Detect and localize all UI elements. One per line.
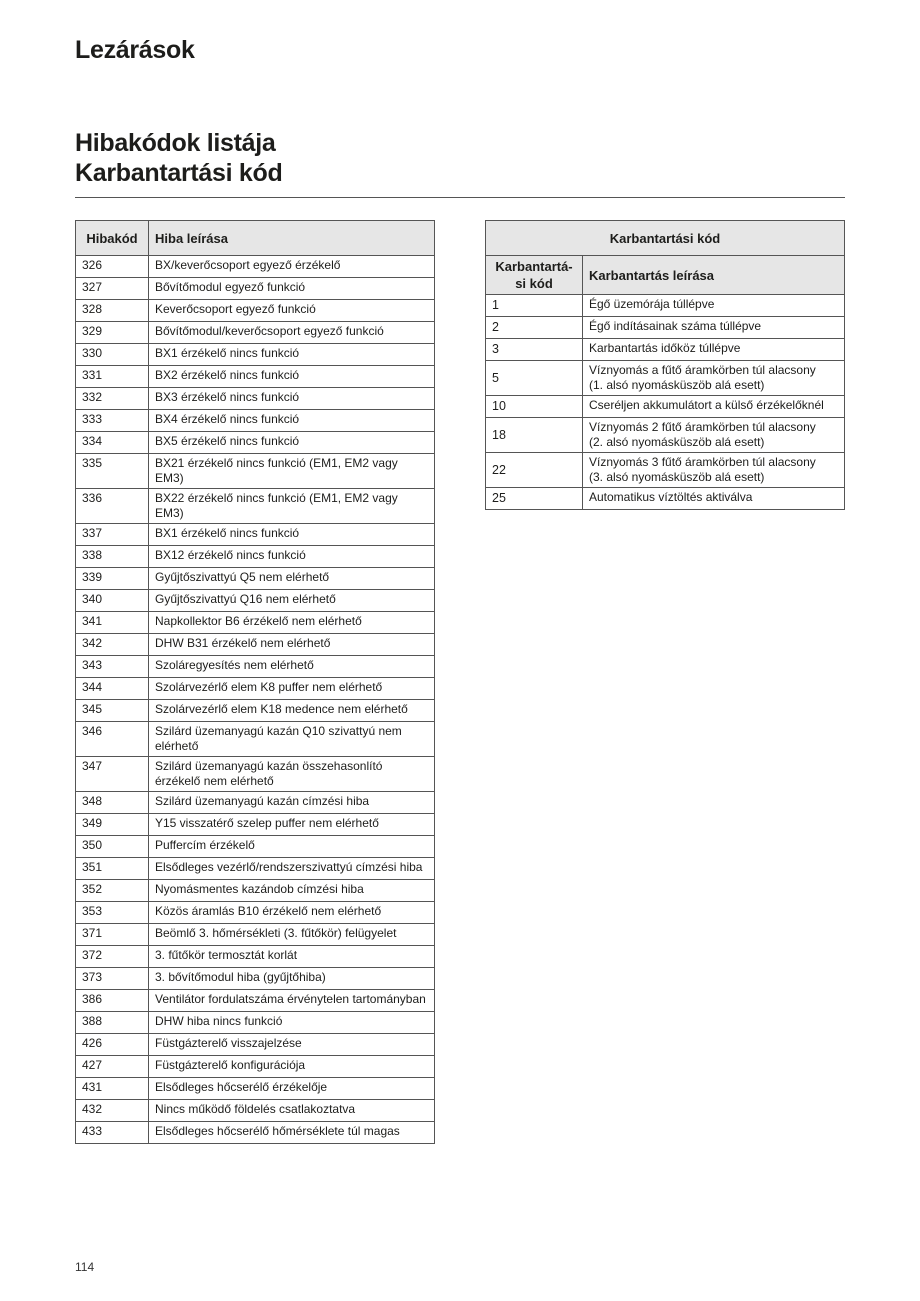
maintenance-table-row [486,361,845,396]
error-table-row [76,256,435,278]
error-code-cell: 330 [76,344,149,366]
maintenance-table-row [486,339,845,361]
maintenance-desc-cell: Automatikus víztöltés aktiválva [583,488,845,510]
error-table-row [76,1078,435,1100]
error-table-row [76,792,435,814]
maintenance-code-cell: 18 [486,418,583,453]
error-desc-cell: BX1 érzékelő nincs funkció [149,344,435,366]
error-code-cell: 351 [76,858,149,880]
maintenance-desc-cell: Víznyomás a fűtő áramkörben túl alacsony (1. alsó nyomásküszöb alá esett) [583,361,845,396]
maintenance-table-row [486,317,845,339]
maintenance-desc-cell: Víznyomás 3 fűtő áramkörben túl alacsony (3. alsó nyomásküszöb alá esett) [583,453,845,488]
error-code-cell: 388 [76,1012,149,1034]
error-code-cell: 336 [76,489,149,524]
error-desc-cell: Ventilátor fordulatszáma érvénytelen tartományban [149,990,435,1012]
maintenance-desc-cell: Cseréljen akkumulátort a külső érzékelőknél [583,396,845,418]
error-desc-cell: Keverőcsoport egyező funkció [149,300,435,322]
error-table-row [76,836,435,858]
error-desc-cell: Szoláregyesítés nem elérhető [149,656,435,678]
error-code-table [75,220,435,1144]
error-table-header-row [76,221,435,256]
error-table-row [76,590,435,612]
maintenance-table-row [486,396,845,418]
error-desc-cell: Y15 visszatérő szelep puffer nem elérhető [149,814,435,836]
error-table-row [76,700,435,722]
error-desc-cell: Szolárvezérlő elem K18 medence nem elérhető [149,700,435,722]
maintenance-code-cell: 22 [486,453,583,488]
error-desc-cell: Füstgázterelő konfigurációja [149,1056,435,1078]
error-desc-cell: Elsődleges vezérlő/rendszerszivattyú címzési hiba [149,858,435,880]
error-code-cell: 347 [76,757,149,792]
error-desc-cell: BX5 érzékelő nincs funkció [149,432,435,454]
error-col-desc-header: Hiba leírása [149,221,435,256]
error-col-code-header: Hibakód [76,221,149,256]
error-code-cell: 431 [76,1078,149,1100]
error-table-row [76,322,435,344]
error-code-cell: 333 [76,410,149,432]
error-table-row [76,1034,435,1056]
error-table-row [76,278,435,300]
error-code-cell: 345 [76,700,149,722]
error-code-cell: 335 [76,454,149,489]
error-desc-cell: Közös áramlás B10 érzékelő nem elérhető [149,902,435,924]
maintenance-col-code-label: Karbantartá- si kód [495,259,573,291]
error-code-cell: 339 [76,568,149,590]
error-desc-cell: BX1 érzékelő nincs funkció [149,524,435,546]
error-table-row [76,568,435,590]
error-desc-cell: BX/keverőcsoport egyező érzékelő [149,256,435,278]
maintenance-code-table [485,220,845,510]
error-table-row [76,946,435,968]
maintenance-code-cell: 25 [486,488,583,510]
error-table-row [76,1056,435,1078]
error-code-cell: 344 [76,678,149,700]
error-desc-cell: BX3 érzékelő nincs funkció [149,388,435,410]
error-table-row [76,924,435,946]
error-desc-cell: Gyűjtőszivattyú Q5 nem elérhető [149,568,435,590]
error-desc-cell: Puffercím érzékelő [149,836,435,858]
error-code-cell: 426 [76,1034,149,1056]
error-code-cell: 372 [76,946,149,968]
error-code-cell: 327 [76,278,149,300]
error-code-cell: 350 [76,836,149,858]
error-desc-cell: Szolárvezérlő elem K8 puffer nem elérhető [149,678,435,700]
error-code-cell: 326 [76,256,149,278]
error-code-cell: 373 [76,968,149,990]
error-code-cell: 341 [76,612,149,634]
error-desc-cell: BX21 érzékelő nincs funkció (EM1, EM2 vagy EM3) [149,454,435,489]
maintenance-desc-cell: Karbantartás időköz túllépve [583,339,845,361]
error-table-row [76,612,435,634]
maintenance-table-row [486,453,845,488]
error-table-row [76,968,435,990]
error-desc-cell: Nincs működő földelés csatlakoztatva [149,1100,435,1122]
page-title-line2: Karbantartási kód [75,159,283,187]
maintenance-code-cell: 3 [486,339,583,361]
error-desc-cell: DHW B31 érzékelő nem elérhető [149,634,435,656]
error-table-row [76,990,435,1012]
error-desc-cell: Elsődleges hőcserélő érzékelője [149,1078,435,1100]
error-code-cell: 334 [76,432,149,454]
error-code-cell: 427 [76,1056,149,1078]
error-table-row [76,858,435,880]
error-code-cell: 433 [76,1122,149,1144]
error-table-row [76,300,435,322]
error-desc-cell: Füstgázterelő visszajelzése [149,1034,435,1056]
error-table-row [76,902,435,924]
error-table-row [76,880,435,902]
error-code-cell: 346 [76,722,149,757]
error-table-row [76,546,435,568]
maintenance-code-cell: 2 [486,317,583,339]
error-code-cell: 329 [76,322,149,344]
maintenance-table-header-row [486,256,845,295]
error-desc-cell: Beömlő 3. hőmérsékleti (3. fűtőkör) felügyelet [149,924,435,946]
error-code-cell: 337 [76,524,149,546]
error-desc-cell: BX2 érzékelő nincs funkció [149,366,435,388]
maintenance-table-body [486,295,845,510]
section-title: Lezárások [75,36,195,64]
error-table-row [76,489,435,524]
error-table-row [76,678,435,700]
error-table-row [76,454,435,489]
maintenance-table-title-row [486,221,845,256]
maintenance-col-desc-header: Karbantartás leírása [583,256,845,295]
error-desc-cell: Szilárd üzemanyagú kazán összehasonlító érzékelő nem elérhető [149,757,435,792]
error-table-row [76,1012,435,1034]
page-title [75,128,282,188]
error-table-row [76,1122,435,1144]
maintenance-desc-cell: Égő üzemórája túllépve [583,295,845,317]
error-desc-cell: Bővítőmodul egyező funkció [149,278,435,300]
maintenance-col-code-header [486,256,583,295]
maintenance-code-cell: 1 [486,295,583,317]
error-table-row [76,814,435,836]
error-table-row [76,410,435,432]
error-table-row [76,432,435,454]
error-desc-cell: Gyűjtőszivattyú Q16 nem elérhető [149,590,435,612]
page-number: 114 [75,1260,95,1274]
error-code-cell: 340 [76,590,149,612]
error-desc-cell: Szilárd üzemanyagú kazán címzési hiba [149,792,435,814]
error-code-cell: 353 [76,902,149,924]
error-code-cell: 331 [76,366,149,388]
error-table-row [76,1100,435,1122]
maintenance-code-cell: 5 [486,361,583,396]
error-table-row [76,366,435,388]
error-table-row [76,656,435,678]
error-table-row [76,344,435,366]
title-divider [75,197,845,198]
error-desc-cell: BX4 érzékelő nincs funkció [149,410,435,432]
error-code-cell: 371 [76,924,149,946]
error-code-cell: 342 [76,634,149,656]
error-desc-cell: Nyomásmentes kazándob címzési hiba [149,880,435,902]
error-code-cell: 338 [76,546,149,568]
error-desc-cell: Napkollektor B6 érzékelő nem elérhető [149,612,435,634]
error-table-row [76,388,435,410]
error-desc-cell: 3. bővítőmodul hiba (gyűjtőhiba) [149,968,435,990]
error-table-row [76,722,435,757]
error-table-row [76,524,435,546]
error-code-cell: 328 [76,300,149,322]
maintenance-desc-cell: Víznyomás 2 fűtő áramkörben túl alacsony (2. alsó nyomásküszöb alá esett) [583,418,845,453]
maintenance-table-row [486,295,845,317]
error-code-cell: 432 [76,1100,149,1122]
error-code-cell: 349 [76,814,149,836]
maintenance-table-title: Karbantartási kód [486,221,845,256]
error-code-cell: 386 [76,990,149,1012]
error-desc-cell: Bővítőmodul/keverőcsoport egyező funkció [149,322,435,344]
error-desc-cell: Szilárd üzemanyagú kazán Q10 szivattyú nem elérhető [149,722,435,757]
error-code-cell: 352 [76,880,149,902]
error-desc-cell: BX22 érzékelő nincs funkció (EM1, EM2 vagy EM3) [149,489,435,524]
maintenance-table-row [486,488,845,510]
error-code-cell: 332 [76,388,149,410]
error-code-cell: 343 [76,656,149,678]
error-table-row [76,757,435,792]
maintenance-desc-cell: Égő indításainak száma túllépve [583,317,845,339]
error-desc-cell: Elsődleges hőcserélő hőmérséklete túl magas [149,1122,435,1144]
error-table-body [76,256,435,1144]
error-desc-cell: 3. fűtőkör termosztát korlát [149,946,435,968]
page-title-line1: Hibakódok listája [75,129,276,157]
maintenance-table-row [486,418,845,453]
error-table-row [76,634,435,656]
error-desc-cell: DHW hiba nincs funkció [149,1012,435,1034]
error-code-cell: 348 [76,792,149,814]
error-desc-cell: BX12 érzékelő nincs funkció [149,546,435,568]
maintenance-code-cell: 10 [486,396,583,418]
